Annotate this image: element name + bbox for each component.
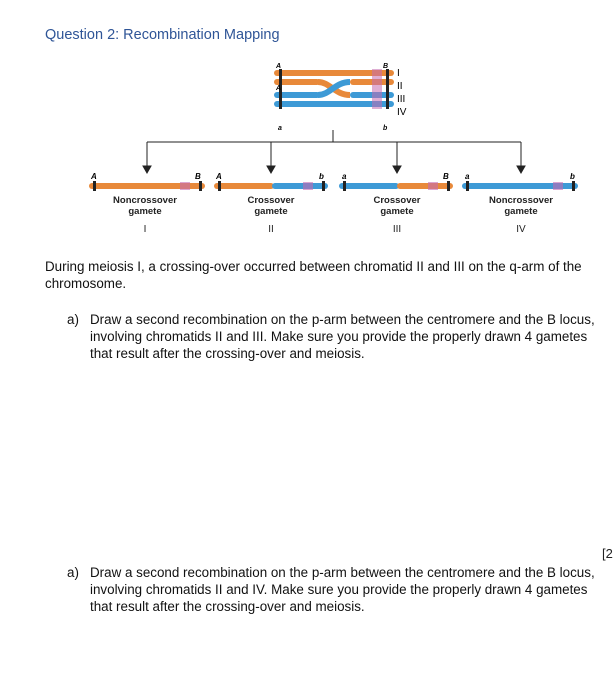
top-label-A2: A xyxy=(276,85,282,92)
cut-off-mark: [2 xyxy=(602,546,613,561)
gamete-IV-type: Noncrossover xyxy=(489,195,553,206)
gamete-III-type2: gamete xyxy=(380,206,414,217)
gamete-IV-numeral: IV xyxy=(516,224,526,235)
recombination-diagram xyxy=(0,60,613,240)
gamete-II-type2: gamete xyxy=(254,206,288,217)
gamete-II-left-allele: A xyxy=(216,172,222,181)
gamete-II-chromosome xyxy=(214,181,328,191)
chromatid-label-II: II xyxy=(397,81,403,92)
gamete-IV-left-allele: a xyxy=(465,172,470,181)
gamete-I-left-allele: A xyxy=(91,172,97,181)
gamete-I-chromosome xyxy=(89,181,205,191)
top-label-A: A xyxy=(276,63,282,70)
chromatid-label-IV: IV xyxy=(397,107,407,118)
chromatid-label-I: I xyxy=(397,68,400,79)
gamete-IV-chromosome xyxy=(462,181,578,191)
gamete-II-numeral: II xyxy=(268,224,274,235)
locus-B-ticks xyxy=(386,69,389,109)
question-text: Draw a second recombination on the p-arm between the centromere and the B locus, involving chromatids II and IV. Make sure you provide the properly drawn 4 gametes that result after the crossing-over and meiosis. xyxy=(90,565,595,614)
centromere-marker xyxy=(372,69,382,109)
gamete-IV-type2: gamete xyxy=(504,206,538,217)
gamete-IV-right-allele: b xyxy=(570,172,575,181)
question-marker: a) xyxy=(67,312,79,327)
branch-arrows xyxy=(143,130,525,173)
gamete-II-right-allele: b xyxy=(319,172,324,181)
question-text: Draw a second recombination on the p-arm between the centromere and the B locus, involving chromatids II and III. Make sure you provide the properly drawn 4 gametes that result after the crossing-over and meiosis. xyxy=(90,312,595,361)
question-item xyxy=(67,564,612,615)
top-label-B: B xyxy=(383,63,389,70)
gamete-I-right-allele: B xyxy=(195,172,201,181)
top-label-a: a xyxy=(278,125,282,132)
chromatid-label-III: III xyxy=(397,94,406,105)
intro-paragraph: During meiosis I, a crossing-over occurred between chromatid II and III on the q-arm of the chromosome. xyxy=(45,259,582,291)
gamete-I-type: Noncrossover xyxy=(113,195,177,206)
top-label-b: b xyxy=(383,125,388,132)
gamete-III-chromosome xyxy=(339,181,453,191)
gamete-III-right-allele: B xyxy=(443,172,449,181)
question-item xyxy=(67,311,612,362)
gamete-III-type: Crossover xyxy=(373,195,421,206)
page-title: Question 2: Recombination Mapping xyxy=(45,27,280,43)
gamete-III-numeral: III xyxy=(392,224,402,235)
gamete-II-type: Crossover xyxy=(247,195,295,206)
question-marker: a) xyxy=(67,565,79,580)
gamete-I-type2: gamete xyxy=(128,206,162,217)
gamete-I-numeral: I xyxy=(143,224,147,235)
gamete-III-left-allele: a xyxy=(342,172,347,181)
chromatid-pair-top xyxy=(274,69,394,109)
